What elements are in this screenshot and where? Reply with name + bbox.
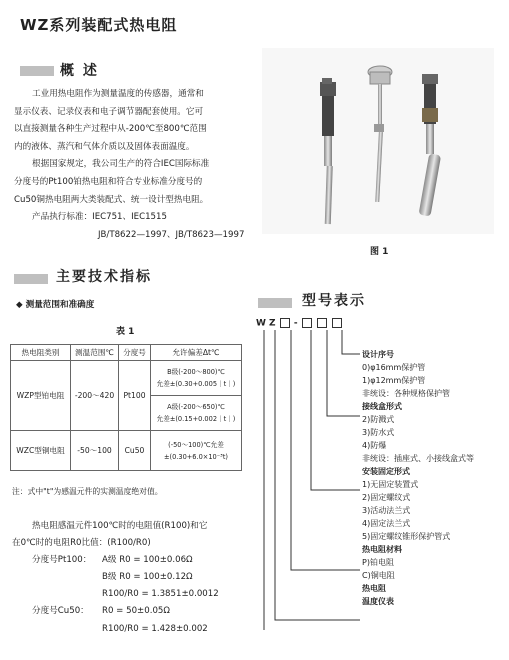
spec-table bbox=[10, 344, 242, 471]
table-note: 注：式中"t"为感温元件的实测温度绝对值。 bbox=[12, 487, 163, 496]
overview-line: 产品执行标准：IEC751、IEC1515 bbox=[32, 212, 167, 223]
section-marker bbox=[14, 274, 48, 284]
code-box bbox=[332, 318, 342, 328]
model-item: 安装固定形式 bbox=[362, 467, 410, 476]
page-title: WZ系列装配式热电阻 bbox=[20, 16, 178, 34]
model-prefix: W Z bbox=[256, 318, 276, 329]
table-cell: -200～420 bbox=[71, 361, 119, 431]
model-item: 非统设：各种规格保护管 bbox=[362, 389, 450, 398]
specs-heading: 主要技术指标 bbox=[56, 269, 152, 285]
tolerance-line: 允差±(0.15+0.002｜t｜) bbox=[156, 415, 236, 423]
overview-line: 以直接测量各种生产过程中从-200℃至800℃范围 bbox=[14, 124, 207, 135]
model-item: 0)φ16mm保护管 bbox=[362, 363, 426, 372]
tolerance-line: ±(0.30+6.0×10⁻³t) bbox=[164, 452, 228, 461]
model-item: 2)固定螺纹式 bbox=[362, 493, 411, 502]
cu50-ratio: R100/R0 = 1.428±0.002 bbox=[102, 624, 208, 634]
model-item: C)铜电阻 bbox=[362, 571, 395, 580]
table-cell: Pt100 bbox=[119, 361, 151, 431]
model-item: 4)防爆 bbox=[362, 441, 387, 450]
model-item: 非统设：插座式、小接线盒式等 bbox=[362, 454, 474, 463]
table-cell: -50～100 bbox=[71, 431, 119, 471]
table-title: 表 1 bbox=[116, 327, 135, 337]
diamond-icon: ◆ bbox=[16, 300, 23, 310]
resistance-line: 热电阻感温元件100℃时的电阻值(R100)和它 bbox=[32, 521, 208, 531]
table-header-cell: 热电阻类别 bbox=[11, 345, 71, 361]
model-item: 5)固定螺纹锥形保护管式 bbox=[362, 532, 451, 541]
cu50-r0: R0 = 50±0.05Ω bbox=[102, 606, 170, 616]
model-item: 接线盒形式 bbox=[362, 402, 402, 411]
overview-line: 内的液体、蒸汽和气体介质以及固体表面温度。 bbox=[14, 141, 195, 152]
overview-line: JB/T8622—1997、JB/T8623—1997 bbox=[98, 229, 245, 240]
model-connector-lines bbox=[250, 330, 360, 630]
model-item: 3)防水式 bbox=[362, 428, 395, 437]
table-cell bbox=[151, 396, 242, 431]
model-item-list bbox=[362, 348, 474, 608]
model-item: 设计序号 bbox=[362, 350, 394, 359]
pt100-a: A级 R0 = 100±0.06Ω bbox=[102, 555, 193, 565]
overview-line: 分度号的Pt100铂热电阻和符合专业标准分度号的 bbox=[14, 176, 203, 187]
table-header-cell: 分度号 bbox=[119, 345, 151, 361]
section-marker bbox=[20, 66, 54, 76]
cu50-label: 分度号Cu50： bbox=[32, 606, 89, 616]
tolerance-line: A级(-200～650)℃ bbox=[167, 403, 225, 411]
model-item: 温度仪表 bbox=[362, 597, 394, 606]
table-cell bbox=[151, 361, 242, 396]
code-box bbox=[317, 318, 327, 328]
product-photo bbox=[262, 48, 494, 234]
sensor-right bbox=[419, 74, 442, 217]
code-box bbox=[302, 318, 312, 328]
tolerance-line: 允差±(0.30+0.005｜t｜) bbox=[156, 380, 236, 388]
table-header-cell: 允许偏差Δt℃ bbox=[151, 345, 242, 361]
table-cell: Cu50 bbox=[119, 431, 151, 471]
table-row bbox=[11, 361, 242, 396]
table-cell: WZP型铂电阻 bbox=[11, 361, 71, 431]
model-item: P)铂电阻 bbox=[362, 558, 394, 567]
model-item: 1)φ12mm保护管 bbox=[362, 376, 426, 385]
model-code bbox=[256, 318, 343, 329]
resistance-line: 在0℃时的电阻R0比值：(R100/R0) bbox=[12, 538, 151, 548]
overview-text bbox=[14, 86, 258, 244]
thermometer-illustration bbox=[262, 48, 494, 234]
model-item: 2)防溅式 bbox=[362, 415, 395, 424]
specs-subheading-text: 测量范围和准确度 bbox=[25, 300, 95, 310]
sensor-left bbox=[320, 78, 336, 224]
model-item: 1)无固定装置式 bbox=[362, 480, 419, 489]
pt100-b: B级 R0 = 100±0.12Ω bbox=[102, 572, 193, 582]
table-cell: WZC型铜电阻 bbox=[11, 431, 71, 471]
overview-line: 显示仪表、记录仪表和电子调节器配套使用。它可 bbox=[14, 106, 204, 117]
code-box bbox=[280, 318, 290, 328]
overview-line: 工业用热电阻作为测量温度的传感器，通常和 bbox=[32, 89, 204, 99]
tolerance-line: (-50～100)℃允差 bbox=[168, 440, 224, 449]
model-item: 热电阻材料 bbox=[362, 545, 402, 554]
model-dash: - bbox=[293, 318, 298, 329]
specs-subheading bbox=[16, 298, 94, 310]
table-row bbox=[11, 431, 242, 471]
tolerance-line: B级(-200～800)℃ bbox=[167, 368, 225, 376]
model-heading: 型号表示 bbox=[302, 293, 366, 309]
table-header-row bbox=[11, 345, 242, 361]
overview-heading: 概 述 bbox=[60, 63, 99, 79]
model-item: 热电阻 bbox=[362, 584, 386, 593]
model-item: 4)固定法兰式 bbox=[362, 519, 411, 528]
sensor-middle bbox=[368, 66, 392, 202]
model-item: 3)活动法兰式 bbox=[362, 506, 411, 515]
pt100-label: 分度号Pt100： bbox=[32, 555, 92, 565]
table-header-cell: 测温范围℃ bbox=[71, 345, 119, 361]
overview-line: 根据国家规定，我公司生产的符合IEC国际标准 bbox=[32, 159, 210, 170]
figure-caption: 图 1 bbox=[370, 247, 389, 257]
pt100-ratio: R100/R0 = 1.3851±0.0012 bbox=[102, 589, 219, 599]
section-marker bbox=[258, 298, 292, 308]
table-cell bbox=[151, 431, 242, 471]
overview-line: Cu50铜热电阻两大类装配式、统一设计型热电阻。 bbox=[14, 194, 209, 205]
